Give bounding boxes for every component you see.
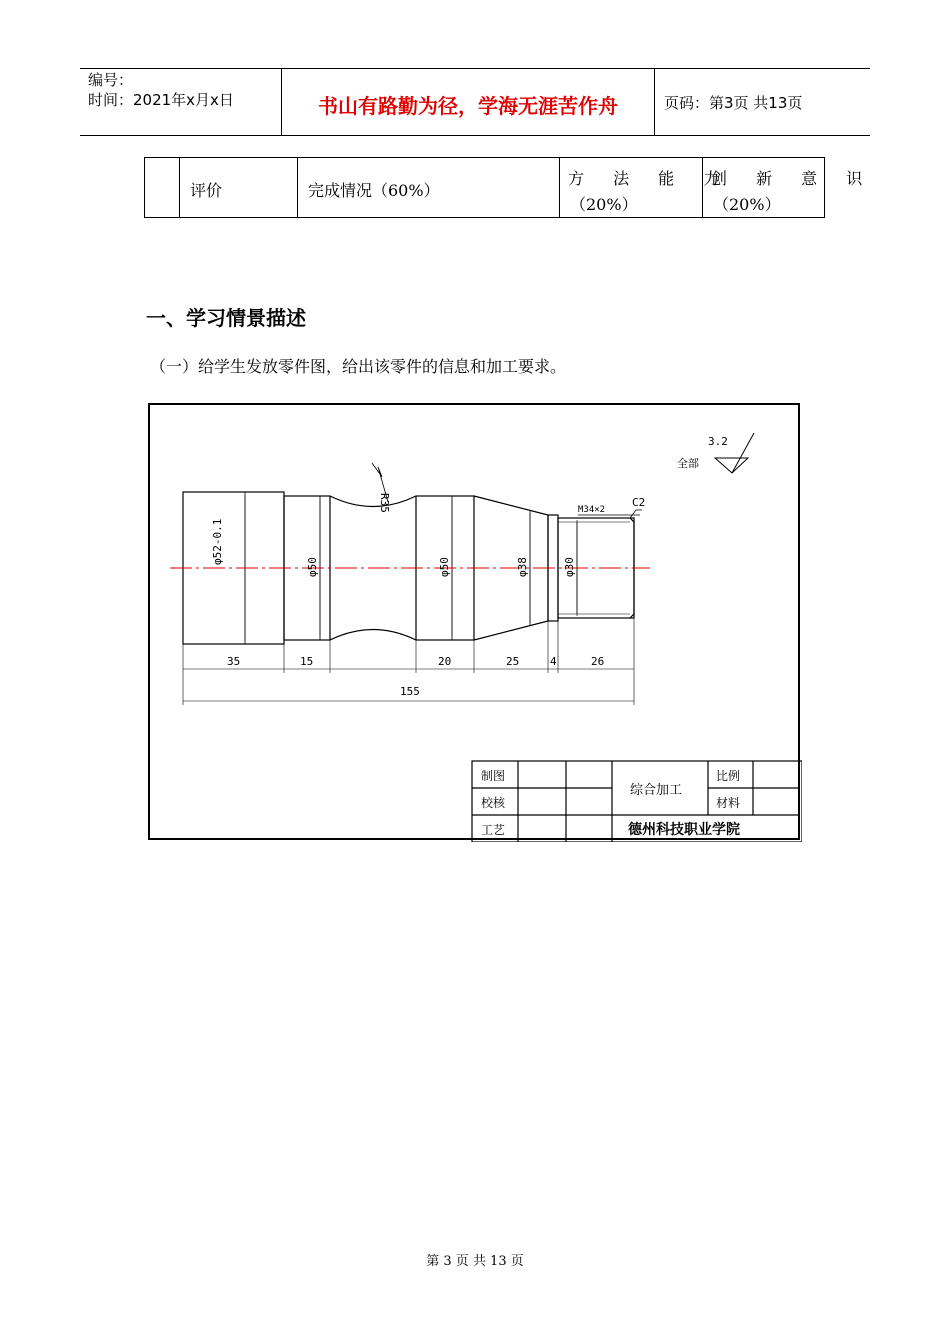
header-number-label: 编号：: [88, 71, 134, 89]
part-drawing-svg: [150, 405, 802, 842]
chamfer-label: C2: [632, 496, 646, 509]
eval-label-cell: [180, 158, 298, 217]
evaluation-table: [144, 157, 875, 218]
header-page-info: 页码：第3页 共13页: [664, 94, 803, 112]
tb-scale: 比例: [716, 769, 741, 783]
header-meta: [88, 70, 234, 110]
groove-arc-bottom: [330, 630, 416, 641]
dim-phi38: φ38: [516, 557, 529, 577]
header-motto: 书山有路勤为径，学海无涯苦作舟: [318, 94, 618, 118]
groove-arc-top: [330, 496, 416, 507]
tb-part-name: 综合加工: [630, 783, 683, 798]
dim-phi50-right: φ50: [438, 557, 451, 577]
part-drawing: [148, 403, 800, 840]
dim-len-15: 15: [300, 655, 314, 668]
section-title: 一、学习情景描述: [146, 306, 306, 330]
dim-len-4: 4: [550, 655, 557, 668]
tb-school: 德州科技职业学院: [628, 822, 740, 838]
tb-drawn-by: 制图: [481, 769, 506, 783]
eval-empty-cell: [145, 158, 180, 217]
dim-phi30: φ30: [563, 557, 576, 577]
eval-completion-cell: [298, 158, 560, 217]
dim-phi52: φ52-0.1: [211, 518, 224, 565]
page-footer: 第 3 页 共 13 页: [426, 1254, 524, 1269]
section-intro: （一）给学生发放零件图，给出该零件的信息和加工要求。: [150, 357, 567, 376]
eval-innovation: 创 新 意 识: [711, 169, 875, 188]
roughness-symbol-tail: [732, 433, 754, 473]
eval-method: 方 法 能 力: [568, 169, 732, 188]
header-divider-right: [654, 68, 655, 136]
dim-len-20: 20: [438, 655, 452, 668]
thread-label: M34×2: [578, 505, 606, 515]
dim-phi50-left: φ50: [306, 557, 319, 577]
eval-method-cell: [560, 158, 732, 217]
eval-innovation-pct: （20%）: [713, 195, 781, 214]
eval-completion: 完成情况（60%）: [308, 181, 440, 200]
header-time-label: 时间：2021年x月x日: [88, 91, 234, 109]
dim-len-26: 26: [591, 655, 605, 668]
header-top-rule: [80, 68, 870, 69]
dim-len-25: 25: [506, 655, 520, 668]
roughness-label: 全部: [677, 457, 699, 470]
eval-label: 评价: [190, 181, 223, 200]
roughness-symbol: [715, 458, 748, 473]
header-bottom-rule: [80, 135, 870, 136]
radius-label: R35: [378, 493, 391, 513]
roughness-value: 3.2: [708, 435, 728, 448]
dim-total-155: 155: [400, 685, 420, 698]
tb-process: 工艺: [481, 823, 506, 837]
tb-material: 材料: [716, 796, 741, 810]
dim-len-35: 35: [227, 655, 241, 668]
eval-innovation-cell: [703, 158, 875, 217]
eval-method-pct: （20%）: [570, 195, 638, 214]
chamfer-leader: [630, 510, 642, 518]
tb-checked-by: 校核: [481, 796, 506, 810]
